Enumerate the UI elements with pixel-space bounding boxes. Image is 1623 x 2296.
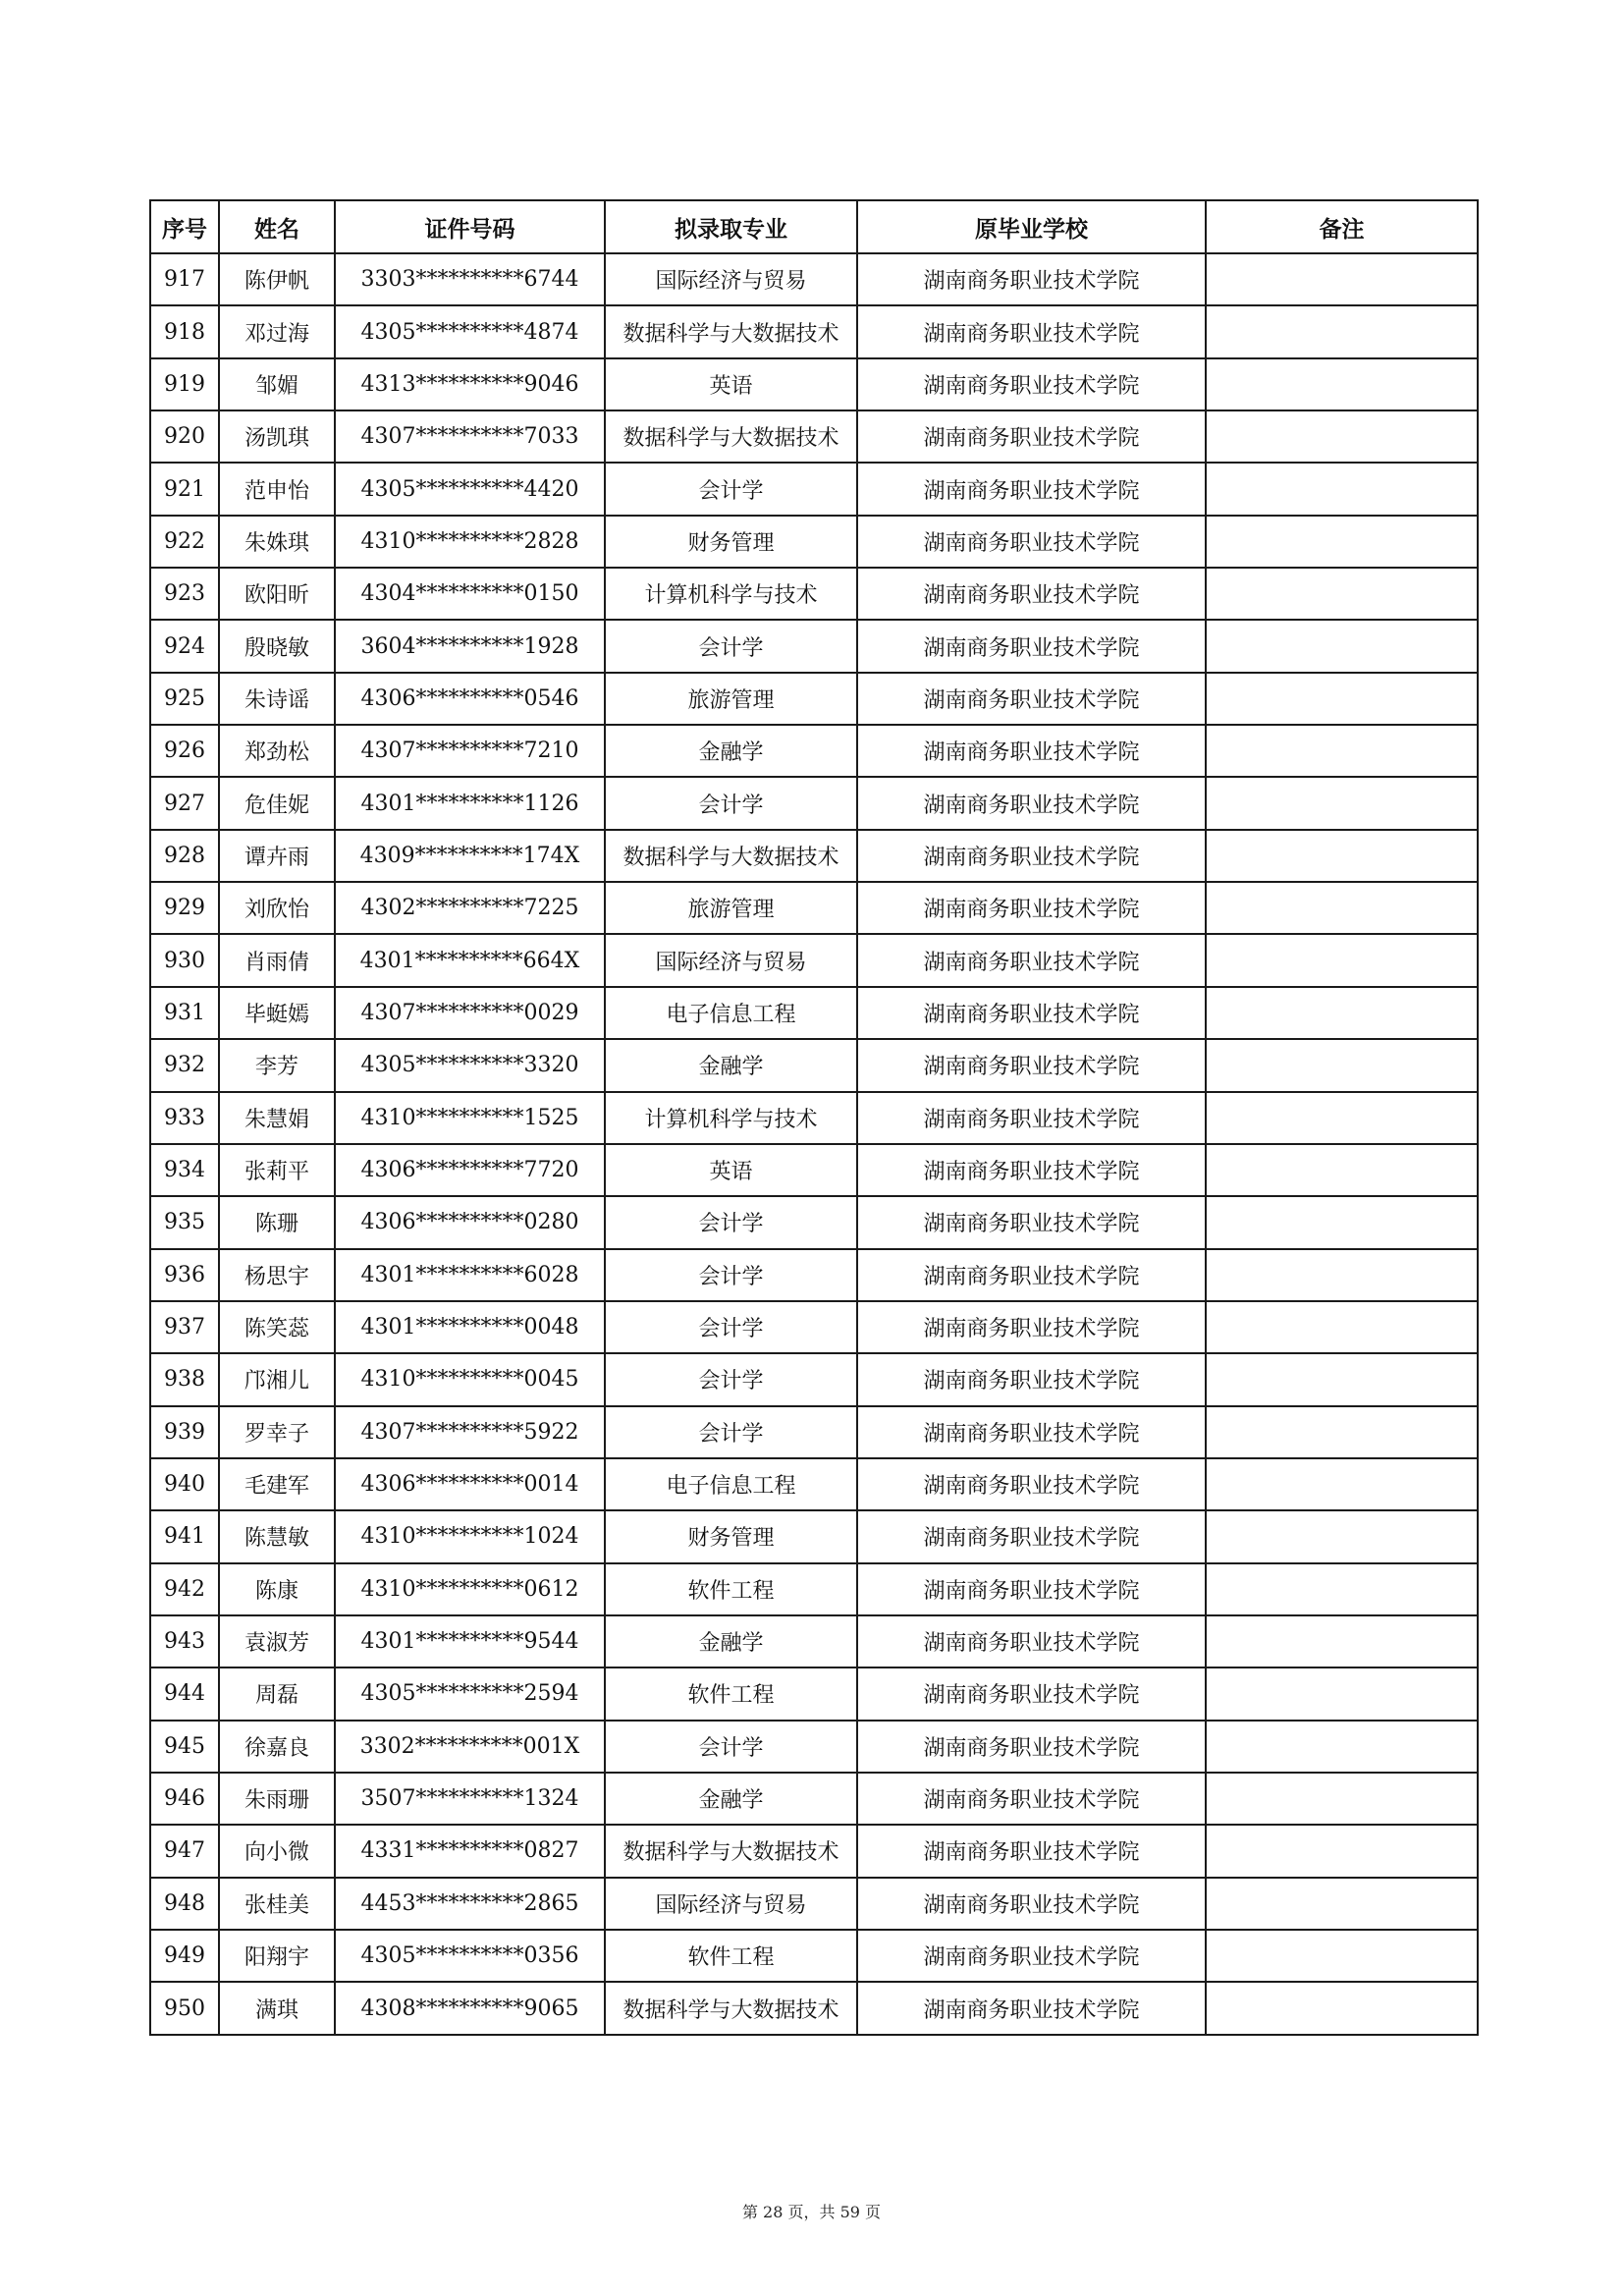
id-number-cell: 4304**********0150 — [335, 568, 605, 620]
table-row — [150, 1825, 1478, 1877]
table-row — [150, 1721, 1478, 1773]
serial-number-cell: 945 — [150, 1721, 219, 1773]
table-row — [150, 305, 1478, 357]
major-cell: 旅游管理 — [605, 673, 857, 725]
major-cell: 电子信息工程 — [605, 987, 857, 1039]
major-cell: 会计学 — [605, 463, 857, 515]
remarks-cell — [1206, 934, 1478, 986]
table-row — [150, 358, 1478, 410]
name-cell: 殷晓敏 — [219, 620, 335, 672]
id-number-cell: 4302**********7225 — [335, 882, 605, 934]
table-row — [150, 1353, 1478, 1405]
school-cell: 湖南商务职业技术学院 — [857, 830, 1206, 882]
name-cell: 肖雨倩 — [219, 934, 335, 986]
school-cell: 湖南商务职业技术学院 — [857, 463, 1206, 515]
id-number-cell: 4306**********0546 — [335, 673, 605, 725]
school-cell: 湖南商务职业技术学院 — [857, 1563, 1206, 1615]
remarks-cell — [1206, 673, 1478, 725]
id-number-cell: 4309**********174X — [335, 830, 605, 882]
table-body — [150, 253, 1478, 2035]
serial-number-cell: 938 — [150, 1353, 219, 1405]
serial-number-cell: 940 — [150, 1458, 219, 1510]
remarks-cell — [1206, 725, 1478, 777]
remarks-cell — [1206, 1878, 1478, 1930]
remarks-cell — [1206, 882, 1478, 934]
school-cell: 湖南商务职业技术学院 — [857, 1615, 1206, 1667]
header-proposed-major: 拟录取专业 — [605, 200, 857, 253]
major-cell: 数据科学与大数据技术 — [605, 410, 857, 463]
school-cell: 湖南商务职业技术学院 — [857, 1667, 1206, 1720]
name-cell: 朱诗谣 — [219, 673, 335, 725]
school-cell: 湖南商务职业技术学院 — [857, 1721, 1206, 1773]
remarks-cell — [1206, 1615, 1478, 1667]
id-number-cell: 4305**********4420 — [335, 463, 605, 515]
table-row — [150, 1878, 1478, 1930]
name-cell: 范申怡 — [219, 463, 335, 515]
name-cell: 汤凯琪 — [219, 410, 335, 463]
serial-number-cell: 917 — [150, 253, 219, 305]
table-row — [150, 1039, 1478, 1091]
major-cell: 金融学 — [605, 725, 857, 777]
remarks-cell — [1206, 1825, 1478, 1877]
remarks-cell — [1206, 1458, 1478, 1510]
serial-number-cell: 919 — [150, 358, 219, 410]
name-cell: 满琪 — [219, 1982, 335, 2034]
remarks-cell — [1206, 1930, 1478, 1982]
header-original-school: 原毕业学校 — [857, 200, 1206, 253]
id-number-cell: 3604**********1928 — [335, 620, 605, 672]
serial-number-cell: 946 — [150, 1773, 219, 1825]
table-row — [150, 463, 1478, 515]
school-cell: 湖南商务职业技术学院 — [857, 882, 1206, 934]
table-row — [150, 725, 1478, 777]
remarks-cell — [1206, 410, 1478, 463]
table-row — [150, 1406, 1478, 1458]
remarks-cell — [1206, 1406, 1478, 1458]
serial-number-cell: 930 — [150, 934, 219, 986]
id-number-cell: 4306**********0280 — [335, 1196, 605, 1248]
school-cell: 湖南商务职业技术学院 — [857, 1982, 1206, 2034]
serial-number-cell: 947 — [150, 1825, 219, 1877]
remarks-cell — [1206, 777, 1478, 829]
name-cell: 危佳妮 — [219, 777, 335, 829]
school-cell: 湖南商务职业技术学院 — [857, 987, 1206, 1039]
major-cell: 旅游管理 — [605, 882, 857, 934]
serial-number-cell: 922 — [150, 516, 219, 568]
serial-number-cell: 921 — [150, 463, 219, 515]
serial-number-cell: 939 — [150, 1406, 219, 1458]
table-row — [150, 777, 1478, 829]
remarks-cell — [1206, 1563, 1478, 1615]
name-cell: 朱姝琪 — [219, 516, 335, 568]
table-row — [150, 410, 1478, 463]
table-row — [150, 516, 1478, 568]
id-number-cell: 4301**********1126 — [335, 777, 605, 829]
school-cell: 湖南商务职业技术学院 — [857, 777, 1206, 829]
major-cell: 软件工程 — [605, 1667, 857, 1720]
serial-number-cell: 934 — [150, 1144, 219, 1196]
table-row — [150, 253, 1478, 305]
name-cell: 毕蜓嫣 — [219, 987, 335, 1039]
school-cell: 湖南商务职业技术学院 — [857, 1825, 1206, 1877]
remarks-cell — [1206, 620, 1478, 672]
name-cell: 张莉平 — [219, 1144, 335, 1196]
major-cell: 软件工程 — [605, 1563, 857, 1615]
table-row — [150, 1301, 1478, 1353]
id-number-cell: 4453**********2865 — [335, 1878, 605, 1930]
table-row — [150, 1249, 1478, 1301]
serial-number-cell: 931 — [150, 987, 219, 1039]
school-cell: 湖南商务职业技术学院 — [857, 410, 1206, 463]
major-cell: 会计学 — [605, 1406, 857, 1458]
id-number-cell: 4301**********664X — [335, 934, 605, 986]
serial-number-cell: 933 — [150, 1092, 219, 1144]
serial-number-cell: 943 — [150, 1615, 219, 1667]
serial-number-cell: 942 — [150, 1563, 219, 1615]
name-cell: 向小微 — [219, 1825, 335, 1877]
major-cell: 会计学 — [605, 1353, 857, 1405]
serial-number-cell: 936 — [150, 1249, 219, 1301]
school-cell: 湖南商务职业技术学院 — [857, 1406, 1206, 1458]
serial-number-cell: 937 — [150, 1301, 219, 1353]
name-cell: 郑劲松 — [219, 725, 335, 777]
id-number-cell: 4306**********7720 — [335, 1144, 605, 1196]
id-number-cell: 4307**********0029 — [335, 987, 605, 1039]
remarks-cell — [1206, 1982, 1478, 2034]
id-number-cell: 3302**********001X — [335, 1721, 605, 1773]
remarks-cell — [1206, 305, 1478, 357]
header-id-number: 证件号码 — [335, 200, 605, 253]
id-number-cell: 4310**********0045 — [335, 1353, 605, 1405]
name-cell: 毛建军 — [219, 1458, 335, 1510]
name-cell: 邓过海 — [219, 305, 335, 357]
name-cell: 张桂美 — [219, 1878, 335, 1930]
remarks-cell — [1206, 830, 1478, 882]
table-row — [150, 1982, 1478, 2034]
major-cell: 金融学 — [605, 1039, 857, 1091]
major-cell: 金融学 — [605, 1773, 857, 1825]
major-cell: 计算机科学与技术 — [605, 1092, 857, 1144]
id-number-cell: 4301**********0048 — [335, 1301, 605, 1353]
id-number-cell: 4307**********7210 — [335, 725, 605, 777]
id-number-cell: 4310**********1024 — [335, 1510, 605, 1562]
major-cell: 电子信息工程 — [605, 1458, 857, 1510]
id-number-cell: 4310**********0612 — [335, 1563, 605, 1615]
name-cell: 朱雨珊 — [219, 1773, 335, 1825]
major-cell: 数据科学与大数据技术 — [605, 1982, 857, 2034]
name-cell: 陈慧敏 — [219, 1510, 335, 1562]
table-row — [150, 1930, 1478, 1982]
serial-number-cell: 920 — [150, 410, 219, 463]
school-cell: 湖南商务职业技术学院 — [857, 673, 1206, 725]
serial-number-cell: 948 — [150, 1878, 219, 1930]
serial-number-cell: 927 — [150, 777, 219, 829]
remarks-cell — [1206, 1510, 1478, 1562]
major-cell: 会计学 — [605, 777, 857, 829]
name-cell: 陈康 — [219, 1563, 335, 1615]
school-cell: 湖南商务职业技术学院 — [857, 516, 1206, 568]
name-cell: 陈笑蕊 — [219, 1301, 335, 1353]
major-cell: 会计学 — [605, 1721, 857, 1773]
name-cell: 邹媚 — [219, 358, 335, 410]
table-row — [150, 673, 1478, 725]
school-cell: 湖南商务职业技术学院 — [857, 1878, 1206, 1930]
school-cell: 湖南商务职业技术学院 — [857, 1458, 1206, 1510]
id-number-cell: 4310**********1525 — [335, 1092, 605, 1144]
remarks-cell — [1206, 1301, 1478, 1353]
major-cell: 英语 — [605, 358, 857, 410]
name-cell: 罗幸子 — [219, 1406, 335, 1458]
major-cell: 会计学 — [605, 620, 857, 672]
header-name: 姓名 — [219, 200, 335, 253]
page-footer: 第 28 页，共 59 页 — [741, 2203, 882, 2221]
name-cell: 刘欣怡 — [219, 882, 335, 934]
serial-number-cell: 923 — [150, 568, 219, 620]
header-remarks: 备注 — [1206, 200, 1478, 253]
major-cell: 国际经济与贸易 — [605, 1878, 857, 1930]
remarks-cell — [1206, 358, 1478, 410]
serial-number-cell: 941 — [150, 1510, 219, 1562]
school-cell: 湖南商务职业技术学院 — [857, 1301, 1206, 1353]
remarks-cell — [1206, 1721, 1478, 1773]
table-row — [150, 1092, 1478, 1144]
serial-number-cell: 926 — [150, 725, 219, 777]
id-number-cell: 4310**********2828 — [335, 516, 605, 568]
school-cell: 湖南商务职业技术学院 — [857, 934, 1206, 986]
id-number-cell: 4306**********0014 — [335, 1458, 605, 1510]
school-cell: 湖南商务职业技术学院 — [857, 1144, 1206, 1196]
name-cell: 徐嘉良 — [219, 1721, 335, 1773]
major-cell: 计算机科学与技术 — [605, 568, 857, 620]
major-cell: 数据科学与大数据技术 — [605, 305, 857, 357]
id-number-cell: 4307**********5922 — [335, 1406, 605, 1458]
school-cell: 湖南商务职业技术学院 — [857, 568, 1206, 620]
remarks-cell — [1206, 1144, 1478, 1196]
id-number-cell: 4305**********2594 — [335, 1667, 605, 1720]
school-cell: 湖南商务职业技术学院 — [857, 1773, 1206, 1825]
name-cell: 朱慧娟 — [219, 1092, 335, 1144]
school-cell: 湖南商务职业技术学院 — [857, 1510, 1206, 1562]
remarks-cell — [1206, 1249, 1478, 1301]
name-cell: 邝湘儿 — [219, 1353, 335, 1405]
remarks-cell — [1206, 1667, 1478, 1720]
remarks-cell — [1206, 568, 1478, 620]
header-serial-number: 序号 — [150, 200, 219, 253]
id-number-cell: 4305**********0356 — [335, 1930, 605, 1982]
table-row — [150, 1510, 1478, 1562]
school-cell: 湖南商务职业技术学院 — [857, 305, 1206, 357]
serial-number-cell: 935 — [150, 1196, 219, 1248]
serial-number-cell: 925 — [150, 673, 219, 725]
school-cell: 湖南商务职业技术学院 — [857, 1930, 1206, 1982]
school-cell: 湖南商务职业技术学院 — [857, 620, 1206, 672]
table-row — [150, 1196, 1478, 1248]
remarks-cell — [1206, 1353, 1478, 1405]
school-cell: 湖南商务职业技术学院 — [857, 1039, 1206, 1091]
serial-number-cell: 949 — [150, 1930, 219, 1982]
school-cell: 湖南商务职业技术学院 — [857, 358, 1206, 410]
remarks-cell — [1206, 1039, 1478, 1091]
major-cell: 国际经济与贸易 — [605, 253, 857, 305]
table-row — [150, 830, 1478, 882]
major-cell: 英语 — [605, 1144, 857, 1196]
table-row — [150, 1563, 1478, 1615]
id-number-cell: 4301**********9544 — [335, 1615, 605, 1667]
major-cell: 软件工程 — [605, 1930, 857, 1982]
major-cell: 国际经济与贸易 — [605, 934, 857, 986]
serial-number-cell: 918 — [150, 305, 219, 357]
id-number-cell: 4308**********9065 — [335, 1982, 605, 2034]
name-cell: 杨思宇 — [219, 1249, 335, 1301]
school-cell: 湖南商务职业技术学院 — [857, 1249, 1206, 1301]
major-cell: 会计学 — [605, 1249, 857, 1301]
table-row — [150, 987, 1478, 1039]
serial-number-cell: 950 — [150, 1982, 219, 2034]
admission-table — [149, 199, 1479, 2036]
serial-number-cell: 924 — [150, 620, 219, 672]
remarks-cell — [1206, 253, 1478, 305]
remarks-cell — [1206, 463, 1478, 515]
table-row — [150, 1773, 1478, 1825]
id-number-cell: 4331**********0827 — [335, 1825, 605, 1877]
id-number-cell: 4305**********3320 — [335, 1039, 605, 1091]
major-cell: 会计学 — [605, 1196, 857, 1248]
name-cell: 袁淑芳 — [219, 1615, 335, 1667]
table-row — [150, 1667, 1478, 1720]
school-cell: 湖南商务职业技术学院 — [857, 1353, 1206, 1405]
serial-number-cell: 929 — [150, 882, 219, 934]
major-cell: 会计学 — [605, 1301, 857, 1353]
table-row — [150, 882, 1478, 934]
name-cell: 谭卉雨 — [219, 830, 335, 882]
name-cell: 阳翔宇 — [219, 1930, 335, 1982]
remarks-cell — [1206, 1773, 1478, 1825]
serial-number-cell: 944 — [150, 1667, 219, 1720]
major-cell: 数据科学与大数据技术 — [605, 1825, 857, 1877]
school-cell: 湖南商务职业技术学院 — [857, 1196, 1206, 1248]
school-cell: 湖南商务职业技术学院 — [857, 725, 1206, 777]
name-cell: 陈伊帆 — [219, 253, 335, 305]
major-cell: 金融学 — [605, 1615, 857, 1667]
remarks-cell — [1206, 516, 1478, 568]
serial-number-cell: 932 — [150, 1039, 219, 1091]
name-cell: 欧阳昕 — [219, 568, 335, 620]
major-cell: 财务管理 — [605, 1510, 857, 1562]
school-cell: 湖南商务职业技术学院 — [857, 253, 1206, 305]
name-cell: 李芳 — [219, 1039, 335, 1091]
id-number-cell: 4305**********4874 — [335, 305, 605, 357]
remarks-cell — [1206, 1196, 1478, 1248]
id-number-cell: 4307**********7033 — [335, 410, 605, 463]
table-row — [150, 568, 1478, 620]
name-cell: 周磊 — [219, 1667, 335, 1720]
remarks-cell — [1206, 1092, 1478, 1144]
id-number-cell: 3303**********6744 — [335, 253, 605, 305]
id-number-cell: 4313**********9046 — [335, 358, 605, 410]
serial-number-cell: 928 — [150, 830, 219, 882]
table-row — [150, 1458, 1478, 1510]
table-header-row — [150, 200, 1478, 253]
school-cell: 湖南商务职业技术学院 — [857, 1092, 1206, 1144]
table-row — [150, 1615, 1478, 1667]
major-cell: 财务管理 — [605, 516, 857, 568]
table-row — [150, 934, 1478, 986]
name-cell: 陈珊 — [219, 1196, 335, 1248]
table-row — [150, 1144, 1478, 1196]
remarks-cell — [1206, 987, 1478, 1039]
id-number-cell: 4301**********6028 — [335, 1249, 605, 1301]
table-row — [150, 620, 1478, 672]
major-cell: 数据科学与大数据技术 — [605, 830, 857, 882]
id-number-cell: 3507**********1324 — [335, 1773, 605, 1825]
